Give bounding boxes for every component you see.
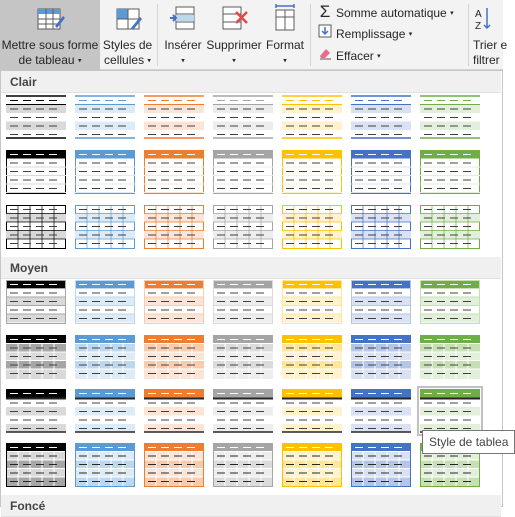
ribbon-separator bbox=[310, 4, 311, 66]
table-style-swatch[interactable] bbox=[213, 335, 273, 379]
table-style-swatch[interactable] bbox=[282, 443, 342, 487]
table-style-swatch[interactable] bbox=[351, 335, 411, 379]
table-style-swatch[interactable] bbox=[6, 280, 66, 324]
table-style-swatch[interactable] bbox=[144, 335, 204, 379]
chevron-down-icon: ▾ bbox=[283, 57, 287, 65]
table-style-swatch[interactable] bbox=[144, 280, 204, 324]
table-style-swatch[interactable] bbox=[75, 150, 135, 194]
table-style-swatch[interactable] bbox=[75, 280, 135, 324]
format-as-table-label1: Mettre sous forme bbox=[1, 38, 99, 52]
insert-label: Insérer bbox=[164, 38, 202, 52]
cell-styles-label1: Styles de bbox=[102, 38, 153, 52]
table-style-swatch[interactable] bbox=[282, 280, 342, 324]
ribbon-separator bbox=[157, 4, 158, 66]
table-style-swatch[interactable] bbox=[213, 205, 273, 249]
autosum-button[interactable] bbox=[316, 2, 454, 22]
table-style-swatch[interactable] bbox=[282, 205, 342, 249]
chevron-down-icon: ▾ bbox=[377, 52, 381, 60]
fill-down-icon bbox=[316, 24, 334, 44]
chevron-down-icon: ▾ bbox=[181, 57, 185, 65]
table-style-swatch[interactable] bbox=[351, 95, 411, 139]
table-style-swatch[interactable] bbox=[6, 95, 66, 139]
table-style-swatch[interactable] bbox=[6, 335, 66, 379]
table-style-swatch[interactable] bbox=[213, 95, 273, 139]
table-style-swatch[interactable] bbox=[351, 150, 411, 194]
table-style-swatch[interactable] bbox=[144, 389, 204, 433]
table-style-swatch[interactable] bbox=[351, 205, 411, 249]
table-style-swatch[interactable] bbox=[75, 443, 135, 487]
table-style-swatch[interactable] bbox=[75, 335, 135, 379]
fill-button[interactable] bbox=[316, 24, 412, 44]
table-style-swatch[interactable] bbox=[351, 443, 411, 487]
ribbon bbox=[0, 0, 508, 70]
table-style-swatch[interactable] bbox=[6, 150, 66, 194]
sigma-icon: Σ bbox=[319, 2, 331, 21]
table-style-swatch[interactable] bbox=[75, 95, 135, 139]
table-style-swatch[interactable] bbox=[351, 389, 411, 433]
autosum-label: Somme automatique bbox=[336, 6, 447, 20]
insert-cells-icon bbox=[168, 4, 198, 34]
table-style-swatch[interactable] bbox=[420, 150, 480, 194]
table-style-swatch[interactable] bbox=[6, 205, 66, 249]
table-style-swatch[interactable] bbox=[351, 280, 411, 324]
format-as-table-icon bbox=[35, 4, 65, 34]
delete-button[interactable] bbox=[205, 0, 263, 70]
table-style-swatch[interactable] bbox=[282, 150, 342, 194]
ribbon-separator bbox=[468, 4, 469, 66]
table-style-swatch[interactable] bbox=[213, 389, 273, 433]
table-style-swatch[interactable] bbox=[144, 205, 204, 249]
sort-filter-icon bbox=[473, 4, 503, 34]
sort-filter-label1: Trier e bbox=[473, 38, 508, 52]
table-style-swatch[interactable] bbox=[213, 443, 273, 487]
clear-label: Effacer bbox=[336, 49, 374, 63]
table-style-swatch[interactable] bbox=[282, 335, 342, 379]
svg-text:Z: Z bbox=[475, 21, 482, 32]
format-button[interactable] bbox=[263, 0, 307, 70]
svg-text:A: A bbox=[475, 9, 482, 20]
clear-button[interactable] bbox=[316, 46, 381, 66]
table-style-swatch[interactable] bbox=[420, 95, 480, 139]
section-header-clair: Clair bbox=[1, 71, 501, 93]
table-style-swatch[interactable] bbox=[213, 150, 273, 194]
delete-cells-icon bbox=[219, 4, 249, 34]
table-style-swatch[interactable] bbox=[144, 95, 204, 139]
table-style-swatch[interactable] bbox=[420, 389, 480, 433]
table-style-swatch[interactable] bbox=[6, 389, 66, 433]
chevron-down-icon: ▾ bbox=[450, 9, 454, 17]
chevron-down-icon: ▾ bbox=[408, 30, 413, 38]
table-style-swatch[interactable] bbox=[420, 335, 480, 379]
chevron-down-icon: ▾ bbox=[77, 57, 82, 65]
table-style-swatch[interactable] bbox=[75, 389, 135, 433]
sort-filter-label2: filtrer bbox=[473, 53, 500, 67]
table-style-swatch[interactable] bbox=[420, 205, 480, 249]
format-label: Format bbox=[265, 38, 304, 52]
tooltip: Style de tablea bbox=[422, 430, 515, 454]
cell-styles-label2: cellules bbox=[104, 53, 145, 67]
chevron-down-icon: ▾ bbox=[147, 57, 151, 65]
table-style-swatch[interactable] bbox=[144, 443, 204, 487]
table-style-swatch[interactable] bbox=[282, 95, 342, 139]
eraser-icon bbox=[316, 46, 334, 66]
table-style-swatch[interactable] bbox=[213, 280, 273, 324]
table-style-swatch[interactable] bbox=[6, 443, 66, 487]
table-style-swatch[interactable] bbox=[420, 280, 480, 324]
format-cells-icon bbox=[270, 4, 300, 34]
table-style-swatch[interactable] bbox=[282, 389, 342, 433]
table-style-swatch[interactable] bbox=[144, 150, 204, 194]
format-as-table-label2: de tableau bbox=[18, 53, 75, 67]
cell-styles-button[interactable] bbox=[100, 0, 155, 70]
format-as-table-button[interactable] bbox=[0, 0, 100, 70]
fill-label: Remplissage bbox=[336, 27, 406, 41]
chevron-down-icon: ▾ bbox=[232, 57, 236, 65]
section-header-moyen: Moyen bbox=[1, 257, 501, 279]
cell-styles-icon bbox=[113, 4, 143, 34]
delete-label: Supprimer bbox=[206, 38, 262, 52]
table-style-swatch[interactable] bbox=[75, 205, 135, 249]
section-header-fonce: Foncé bbox=[1, 495, 501, 517]
insert-button[interactable] bbox=[161, 0, 205, 70]
sort-filter-button[interactable] bbox=[470, 0, 510, 70]
